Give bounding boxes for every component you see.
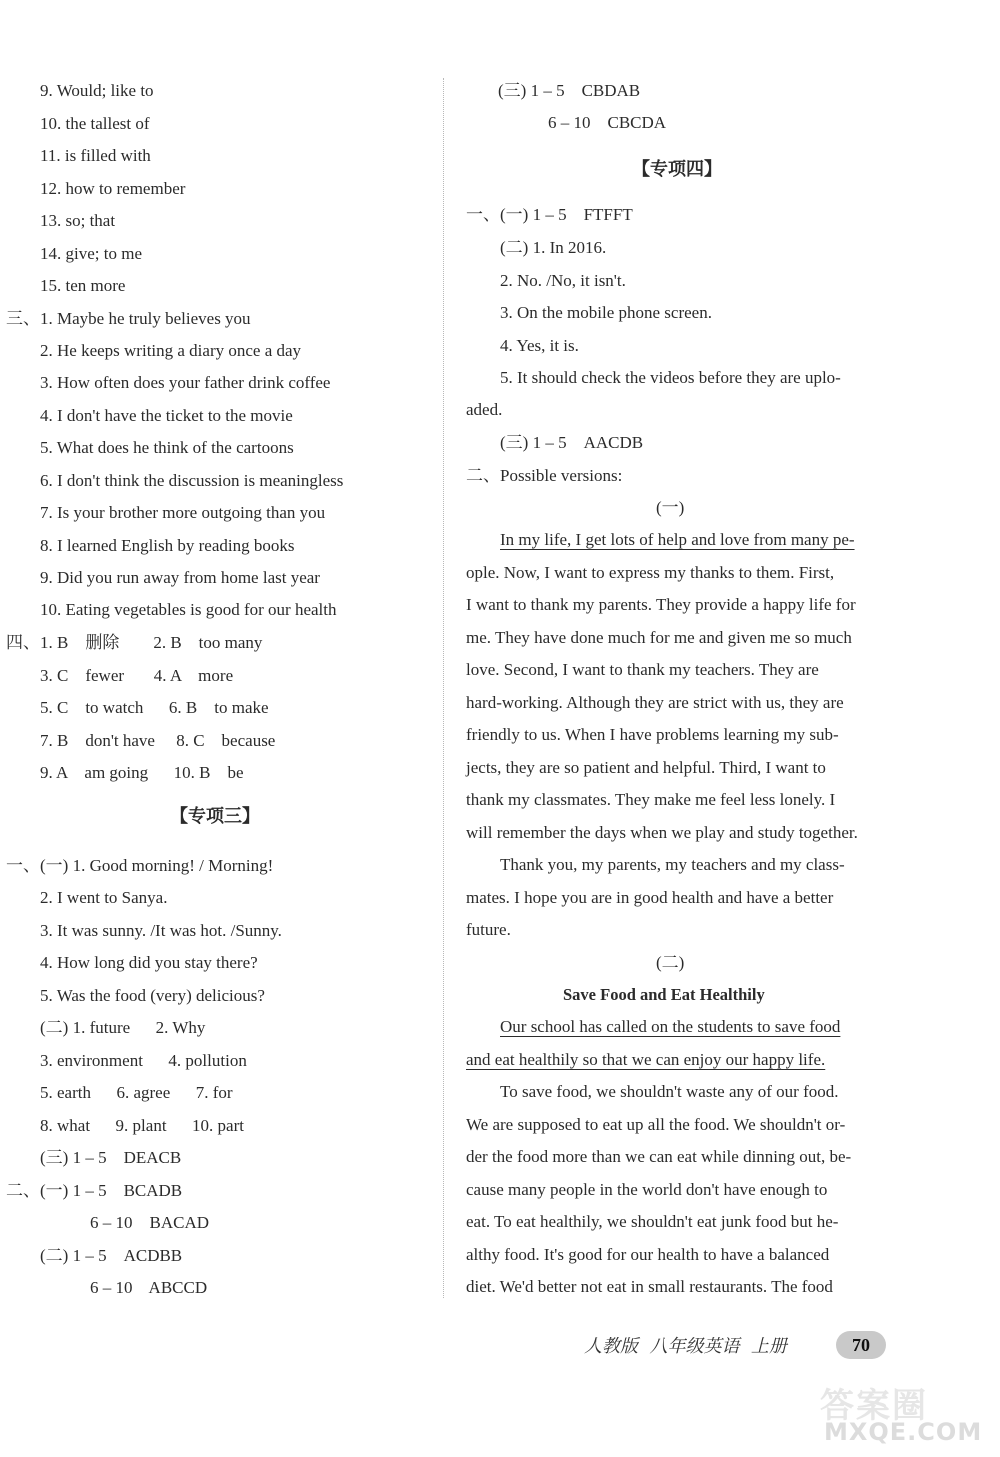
answer-line: (二) 1. In 2016. — [500, 238, 607, 257]
answer-line: 4. How long did you stay there? — [40, 953, 258, 972]
answer-line: 9. Did you run away from home last year — [40, 568, 320, 587]
essay-line: I want to thank my parents. They provide a happy life for — [466, 595, 856, 614]
essay-line: Thank you, my parents, my teachers and my class- — [500, 855, 845, 874]
essay-line: ople. Now, I want to express my thanks to them. First, — [466, 563, 835, 582]
essay-line: jects, they are so patient and helpful. Third, I want to — [466, 758, 826, 777]
answer-line: 10. Eating vegetables is good for our health — [40, 600, 337, 619]
answer-line: 3. On the mobile phone screen. — [500, 303, 712, 322]
answer-line: 3. How often does your father drink coffee — [40, 373, 331, 392]
answer-line: 12. how to remember — [40, 179, 186, 198]
answer-line: 一、(一) 1. Good morning! / Morning! — [6, 856, 274, 875]
answer-line: 5. Was the food (very) delicious? — [40, 986, 265, 1005]
answer-line: 3. It was sunny. /It was hot. /Sunny. — [40, 921, 282, 940]
essay-line: will remember the days when we play and study together. — [466, 823, 858, 842]
answer-line: 8. I learned English by reading books — [40, 536, 295, 555]
watermark-logo — [820, 1378, 990, 1450]
answer-line: 2. No. /No, it isn't. — [500, 271, 626, 290]
answer-line: 11. is filled with — [40, 146, 151, 165]
answer-line: 4. I don't have the ticket to the movie — [40, 406, 293, 425]
answer-line: 6 – 10 BACAD — [90, 1213, 210, 1232]
answer-line: 3. C fewer 4. A more — [40, 666, 234, 685]
footer-book-title: 人教版 八年级英语 上册 — [584, 1336, 787, 1357]
watermark-url: MXQE.COM — [824, 1418, 983, 1446]
answer-line: 5. It should check the videos before they are uplo- — [500, 368, 841, 387]
answer-line: (二) 1 – 5 ACDBB — [40, 1246, 183, 1265]
answer-line: 5. What does he think of the cartoons — [40, 438, 294, 457]
answer-line: 一、(一) 1 – 5 FTFFT — [466, 205, 633, 224]
essay-line: hard-working. Although they are strict with us, they are — [466, 693, 844, 712]
answer-line: 二、(一) 1 – 5 BCADB — [6, 1181, 183, 1200]
essay-line: To save food, we shouldn't waste any of our food. — [500, 1082, 839, 1101]
essay-line: me. They have done much for me and given me so much — [466, 628, 852, 647]
answer-line: 4. Yes, it is. — [500, 336, 579, 355]
essay-line: love. Second, I want to thank my teachers. They are — [466, 660, 819, 679]
answer-line: (三) 1 – 5 DEACB — [40, 1148, 182, 1167]
answer-line: 7. Is your brother more outgoing than you — [40, 503, 326, 522]
section-4-first-line: 四、1. B 删除 2. B too many — [6, 633, 263, 652]
answer-line: aded. — [466, 400, 503, 419]
answer-line: (三) 1 – 5 AACDB — [500, 433, 644, 452]
answer-line: 7. B don't have 8. C because — [40, 731, 276, 750]
essay-line: We are supposed to eat up all the food. We shouldn't or- — [466, 1115, 846, 1134]
answer-line: 9. A am going 10. B be — [40, 763, 244, 782]
answer-line: 13. so; that — [40, 211, 116, 230]
column-divider — [443, 78, 444, 1298]
watermark-text: 答案圈 — [820, 1386, 928, 1426]
essay-line: Our school has called on the students to save food — [500, 1017, 841, 1036]
answer-line: (三) 1 – 5 CBDAB — [498, 81, 641, 100]
answer-line: 3. environment 4. pollution — [40, 1051, 247, 1070]
answer-line: 2. He keeps writing a diary once a day — [40, 341, 302, 360]
answer-line: 6 – 10 CBCDA — [548, 113, 667, 132]
answer-line: 5. earth 6. agree 7. for — [40, 1083, 233, 1102]
essay-line: future. — [466, 920, 511, 939]
section-3-first-line: 三、1. Maybe he truly believes you — [6, 309, 251, 328]
essay-line: In my life, I get lots of help and love from many pe- — [500, 530, 855, 549]
page-number: 70 — [836, 1331, 886, 1359]
answer-line: 9. Would; like to — [40, 81, 154, 100]
answer-line: 8. what 9. plant 10. part — [40, 1116, 244, 1135]
answer-line: 6. I don't think the discussion is meaningless — [40, 471, 344, 490]
answer-line: 14. give; to me — [40, 244, 142, 263]
answer-line: 二、Possible versions: — [466, 466, 623, 485]
essay-line: and eat healthily so that we can enjoy our happy life. — [466, 1050, 826, 1069]
essay-line: diet. We'd better not eat in small restaurants. The food — [466, 1277, 833, 1296]
essay-line: friendly to us. When I have problems learning my sub- — [466, 725, 839, 744]
answer-line: 15. ten more — [40, 276, 126, 295]
essay-number-2: (二) — [656, 953, 685, 972]
answer-line: (二) 1. future 2. Why — [40, 1018, 206, 1037]
section-heading-zhuanxiang-4: 【专项四】 — [632, 159, 722, 179]
essay-number-1: (一) — [656, 498, 685, 517]
essay-line: mates. I hope you are in good health and have a better — [466, 888, 834, 907]
essay-line: thank my classmates. They make me feel less lonely. I — [466, 790, 836, 809]
essay-title: Save Food and Eat Healthily — [563, 985, 765, 1004]
answer-line: 10. the tallest of — [40, 114, 150, 133]
essay-line: der the food more than we can eat while dinning out, be- — [466, 1147, 852, 1166]
essay-line: cause many people in the world don't have enough to — [466, 1180, 828, 1199]
answer-line: 5. C to watch 6. B to make — [40, 698, 269, 717]
section-heading-zhuanxiang-3: 【专项三】 — [170, 806, 260, 826]
answer-line: 6 – 10 ABCCD — [90, 1278, 208, 1297]
essay-line: eat. To eat healthily, we shouldn't eat junk food but he- — [466, 1212, 839, 1231]
essay-line: althy food. It's good for our health to have a balanced — [466, 1245, 830, 1264]
answer-line: 2. I went to Sanya. — [40, 888, 168, 907]
